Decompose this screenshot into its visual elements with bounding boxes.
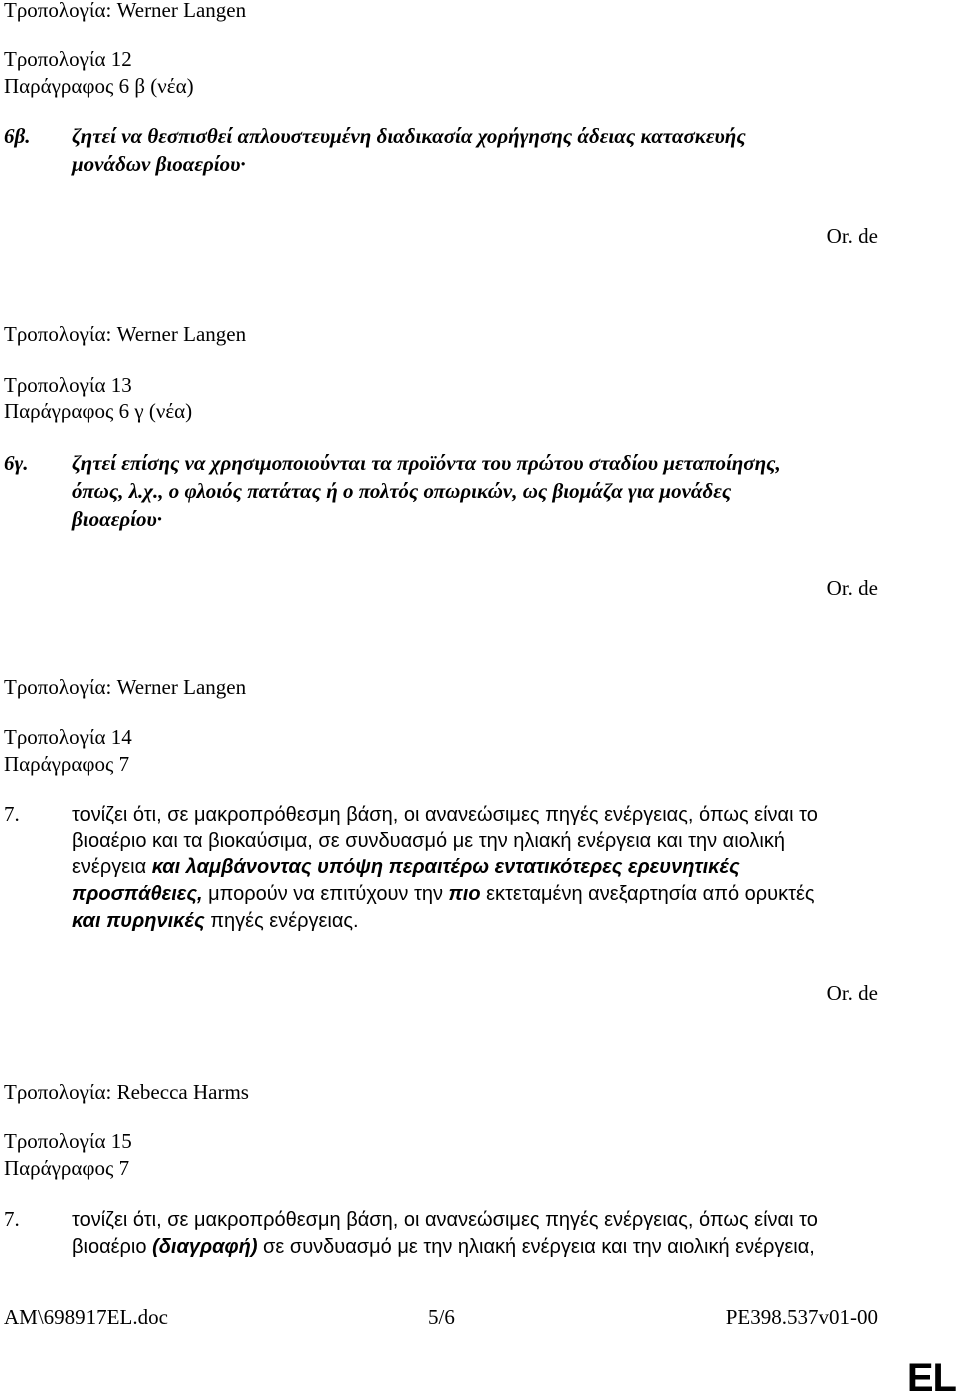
amendment-author: Τροπολογία: Rebecca Harms xyxy=(4,1080,249,1104)
amendment-text-line: ζητεί επίσης να χρησιμοποιούνται τα προϊόντα του πρώτου σταδίου μεταποίησης, xyxy=(72,451,781,475)
paragraph-number: 6β. xyxy=(4,124,31,148)
amendment-text-line: ζητεί να θεσπισθεί απλουστευμένη διαδικασία χορήγησης άδειας κατασκευής xyxy=(72,124,746,148)
footer-pe-reference: PE398.537v01-00 xyxy=(725,1305,878,1329)
added-text-run: και λαμβάνοντας υπόψη περαιτέρω εντατικότερες ερευνητικές xyxy=(151,856,740,878)
amendment-author: Τροπολογία: Werner Langen xyxy=(4,322,247,346)
footer-page-number: 5/6 xyxy=(428,1305,455,1329)
amendment-text-line xyxy=(72,1237,815,1257)
amendment-number: Τροπολογία 15 xyxy=(4,1129,132,1153)
amendment-text-line: βιοαερίου· xyxy=(72,507,163,531)
amendment-number: Τροπολογία 14 xyxy=(4,725,132,749)
amendment-paragraph: Παράγραφος 7 xyxy=(4,752,130,776)
text-run: βιοαέριο xyxy=(72,1236,153,1258)
amendment-paragraph: Παράγραφος 7 xyxy=(4,1156,130,1180)
added-text-run: και πυρηνικές xyxy=(72,910,205,932)
paragraph-number: 7. xyxy=(4,1207,20,1231)
original-language: Or. de xyxy=(826,224,878,248)
amendment-author: Τροπολογία: Werner Langen xyxy=(4,0,247,22)
text-run: τονίζει ότι, σε μακροπρόθεσμη βάση, οι ανανεώσιμες πηγές ενέργειας, όπως είναι το xyxy=(72,804,818,826)
amendment-text-line xyxy=(72,1210,818,1230)
amendment-paragraph: Παράγραφος 6 γ (νέα) xyxy=(4,399,193,423)
added-text-run: προσπάθειες, xyxy=(72,883,203,905)
amendment-text-line xyxy=(72,831,785,851)
paragraph-number: 6γ. xyxy=(4,451,29,475)
deleted-marker: (διαγραφή) xyxy=(152,1236,258,1258)
text-run: τονίζει ότι, σε μακροπρόθεσμη βάση, οι ανανεώσιμες πηγές ενέργειας, όπως είναι το xyxy=(72,1209,818,1231)
amendment-text-line xyxy=(72,805,818,825)
paragraph-number: 7. xyxy=(4,802,20,826)
amendment-text-line: μονάδων βιοαερίου· xyxy=(72,152,246,176)
original-language: Or. de xyxy=(826,981,878,1005)
amendment-text-line xyxy=(72,911,359,931)
amendment-paragraph: Παράγραφος 6 β (νέα) xyxy=(4,74,194,98)
text-run: βιοαέριο και τα βιοκαύσιμα, σε συνδυασμό με την ηλιακή ενέργεια και την αιολική xyxy=(72,830,785,852)
text-run: σε συνδυασμό με την ηλιακή ενέργεια και την αιολική ενέργεια, xyxy=(257,1236,815,1258)
text-run: εκτεταμένη ανεξαρτησία από ορυκτές xyxy=(480,883,815,905)
text-run: μπορούν να επιτύχουν την xyxy=(202,883,449,905)
amendment-text-line xyxy=(72,857,740,877)
amendment-author: Τροπολογία: Werner Langen xyxy=(4,675,247,699)
footer-doc-id: AM\698917EL.doc xyxy=(4,1305,168,1329)
original-language: Or. de xyxy=(826,576,878,600)
amendment-text-line: όπως, λ.χ., ο φλοιός πατάτας ή ο πολτός οπωρικών, ως βιομάζα για μονάδες xyxy=(72,479,732,503)
amendment-number: Τροπολογία 13 xyxy=(4,373,132,397)
amendment-text-line xyxy=(72,884,815,904)
text-run: ενέργεια xyxy=(72,856,152,878)
added-text-run: πιο xyxy=(448,883,481,905)
amendment-number: Τροπολογία 12 xyxy=(4,47,132,71)
text-run: πηγές ενέργειας. xyxy=(204,910,359,932)
language-code: EL xyxy=(906,1356,956,1400)
